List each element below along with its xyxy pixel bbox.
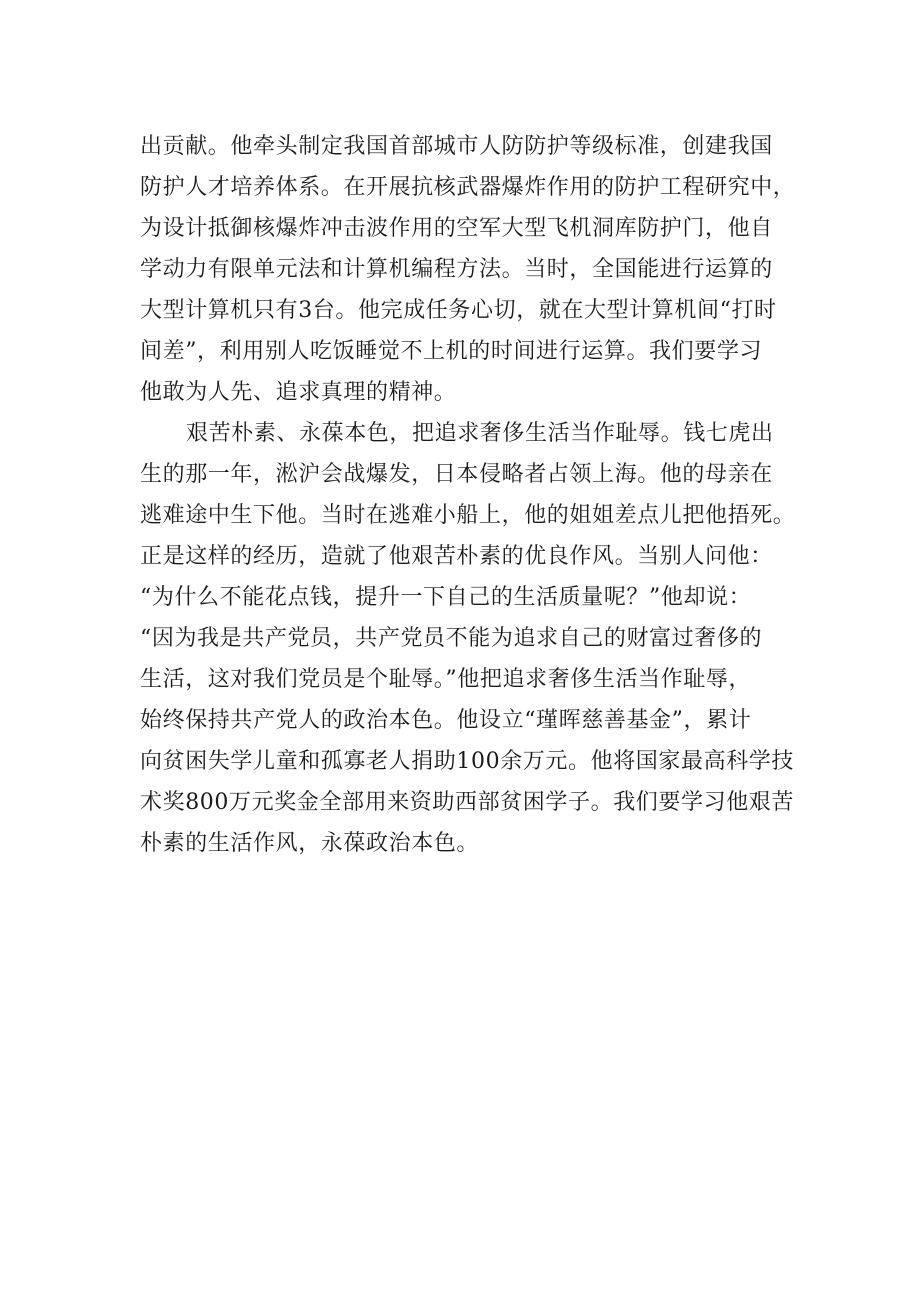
text-line: 为设计抵御核爆炸冲击波作用的空军大型飞机洞库防护门，他自 — [140, 216, 773, 241]
text-line: 防护人才培养体系。在开展抗核武器爆炸作用的防护工程研究中， — [140, 175, 796, 200]
text-line: 大型计算机只有3台。他完成任务心切，就在大型计算机间“打时 — [140, 298, 777, 323]
text-line: 逃难途中生下他。当时在逃难小船上，他的姐姐差点儿把他捂死。 — [140, 503, 796, 528]
text-line: 生的那一年，淞沪会战爆发，日本侵略者占领上海。他的母亲在 — [140, 462, 773, 487]
paragraph-2 — [140, 413, 800, 864]
text-line: 向贫困失学儿童和孤寡老人捐助100余万元。他将国家最高科学技 — [140, 749, 794, 774]
text-line: 朴素的生活作风，永葆政治本色。 — [140, 831, 480, 856]
text-line: “为什么不能花点钱，提升一下自己的生活质量呢？”他却说： — [140, 585, 752, 610]
text-line: “因为我是共产党员，共产党员不能为追求自己的财富过奢侈的 — [140, 626, 763, 651]
text-line: 始终保持共产党人的政治本色。他设立“瑾晖慈善基金”，累计 — [140, 708, 752, 733]
text-line: 学动力有限单元法和计算机编程方法。当时，全国能进行运算的 — [140, 257, 773, 282]
text-line: 正是这样的经历，造就了他艰苦朴素的优良作风。当别人问他： — [140, 544, 773, 569]
text-line: 间差”，利用别人吃饭睡觉不上机的时间进行运算。我们要学习 — [140, 339, 763, 364]
text-line: 他敢为人先、追求真理的精神。 — [140, 380, 457, 405]
text-line: 艰苦朴素、永葆本色，把追求奢侈生活当作耻辱。钱七虎出 — [186, 421, 774, 446]
body-text — [140, 126, 800, 864]
text-line: 出贡献。他牵头制定我国首部城市人防防护等级标准，创建我国 — [140, 134, 773, 159]
paragraph-1 — [140, 126, 800, 413]
text-line: 生活，这对我们党员是个耻辱。”他把追求奢侈生活当作耻辱， — [140, 667, 752, 692]
text-line: 术奖800万元奖金全部用来资助西部贫困学子。我们要学习他艰苦 — [140, 790, 794, 815]
